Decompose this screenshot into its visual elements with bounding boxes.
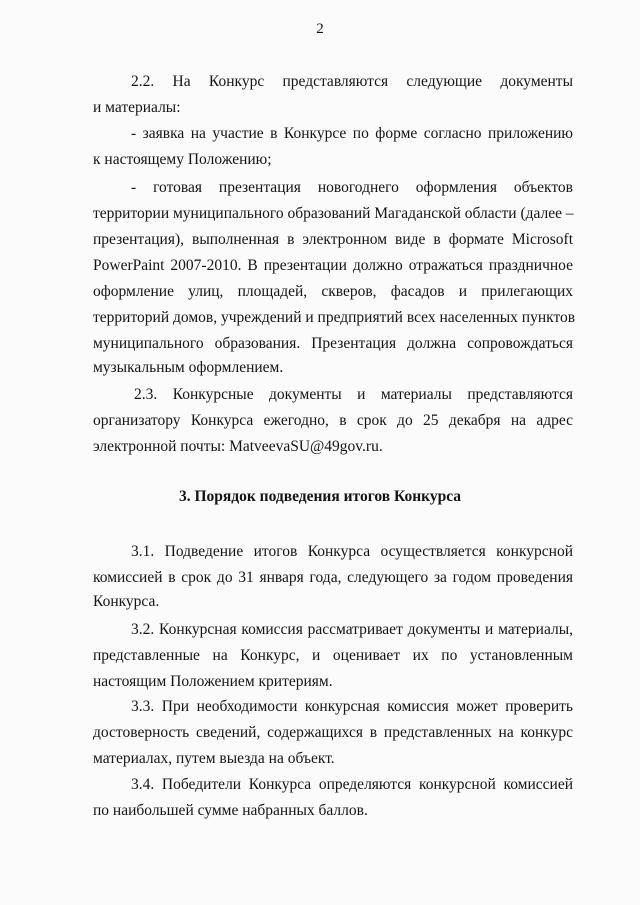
paragraph-line: 3.3. При необходимости конкурсная комиссия может проверить [131,698,573,715]
paragraph-line: 3.4. Победители Конкурса определяются конкурсной комиссией [131,776,573,793]
list-item-line: презентация), выполненная в электронном виде в формате Microsoft [93,231,573,248]
paragraph-line: достоверность сведений, содержащихся в представленных на конкурс [93,724,573,741]
paragraph-line: 3.2. Конкурсная комиссия рассматривает документы и материалы, [131,621,573,638]
page-number: 2 [316,21,324,37]
paragraph-line: материалах, путем выезда на объект. [93,750,335,767]
list-item-line: - заявка на участие в Конкурсе по форме согласно приложению [131,125,573,142]
list-item-line: оформление улиц, площадей, скверов, фасадов и прилегающих [93,283,573,300]
list-item-line: PowerPaint 2007-2010. В презентации должно отражаться праздничное [93,257,573,274]
paragraph-line: представленные на Конкурс, и оценивает их по установленным [93,647,573,664]
paragraph-line: настоящим Положением критериям. [93,673,333,690]
list-item-line: - готовая презентация новогоднего оформления объектов [131,179,573,196]
paragraph-line: Конкурса. [93,593,160,610]
list-item-line: территорий домов, учреждений и предприятий всех населенных пунктов [93,309,576,326]
paragraph-line: по наибольшей сумме набранных баллов. [93,802,368,819]
paragraph-line: 3.1. Подведение итогов Конкурса осуществляется конкурсной [131,543,573,560]
paragraph-line: электронной почты: MatveevaSU@49gov.ru. [93,438,383,455]
list-item-line: музыкальным оформлением. [93,359,284,376]
paragraph-line: и материалы: [93,99,181,116]
paragraph-line: комиссией в срок до 31 января года, следующего за годом проведения [93,569,573,586]
paragraph-line: 2.2. На Конкурс представляются следующие документы [131,73,573,90]
list-item-line: к настоящему Положению; [93,151,272,168]
list-item-line: муниципального образования. Презентация должна сопровождаться [93,335,573,352]
section-heading: 3. Порядок подведения итогов Конкурса [178,488,462,505]
paragraph-line: 2.3. Конкурсные документы и материалы представляются [134,386,573,403]
list-item-line: территории муниципального образований Магаданской области (далее – [93,205,574,222]
paragraph-line: организатору Конкурса ежегодно, в срок до 25 декабря на адрес [93,412,573,429]
